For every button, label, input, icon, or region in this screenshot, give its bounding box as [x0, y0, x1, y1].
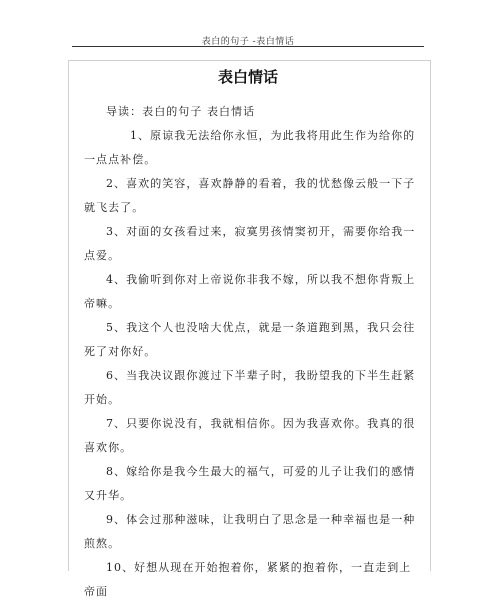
- list-item: 5、我这个人也没啥大优点，就是一条道跑到黑，我只会往死了对你好。: [84, 321, 416, 358]
- running-header: 表白的句子 -表白情话: [201, 37, 295, 47]
- list-item: 8、嫁给你是我今生最大的福气，可爱的儿子让我们的感情又升华。: [84, 465, 416, 502]
- list-item: 1、原谅我无法给你永恒，为此我将用此生作为给你的一点点补偿。: [84, 129, 416, 166]
- intro-line: 导读：表白的句子 表白情话: [106, 105, 256, 118]
- document-body: [84, 100, 420, 604]
- list-item: 10、好想从现在开始抱着你，紧紧的抱着你，一直走到上帝面: [84, 561, 412, 598]
- list-item: 3、对面的女孩看过来，寂寞男孩情窦初开，需要你给我一点爱。: [84, 225, 416, 262]
- list-item: 4、我偷听到你对上帝说你非我不嫁，所以我不想你背叛上帝嘛。: [84, 273, 416, 310]
- list-item: 2、喜欢的笑容，喜欢静静的看着，我的忧愁像云般一下子就飞去了。: [84, 177, 416, 214]
- header-rule: [72, 46, 424, 47]
- list-item: 6、当我决议跟你渡过下半辈子时，我盼望我的下半生赶紧开始。: [84, 369, 416, 406]
- list-item: 7、只要你说没有，我就相信你。因为我喜欢你。我真的很喜欢你。: [84, 417, 416, 454]
- list-item: 9、体会过那种滋味，让我明白了思念是一种幸福也是一种煎熬。: [84, 513, 416, 550]
- document-title: 表白情话: [217, 68, 278, 86]
